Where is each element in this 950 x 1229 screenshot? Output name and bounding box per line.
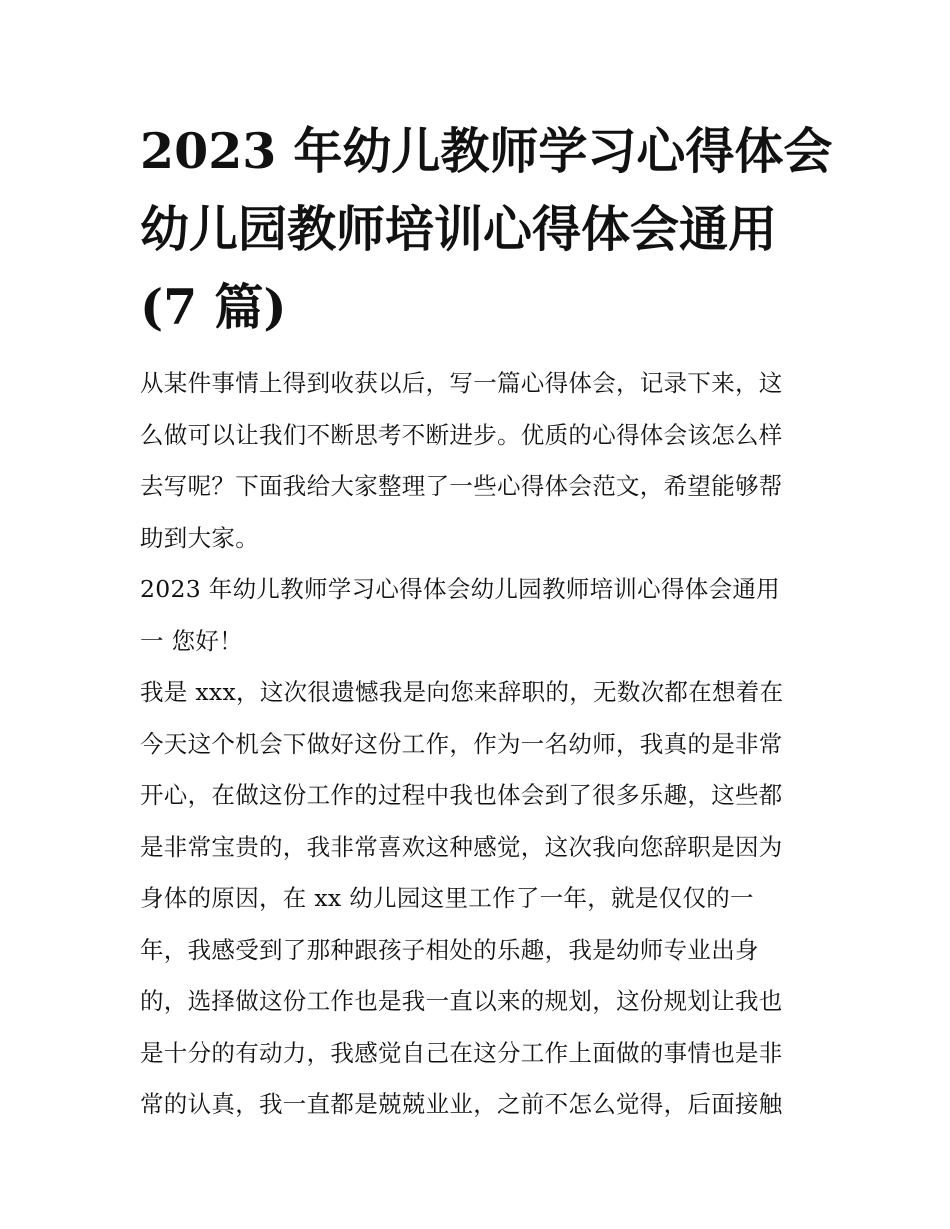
title-line: 2023 年幼儿教师学习心得体会 [140, 122, 833, 180]
body-line: 是十分的有动力，我感觉自己在这分工作上面做的事情也是非 [140, 1038, 783, 1067]
title-line: 幼儿园教师培训心得体会通用 [140, 200, 778, 258]
body-line: 去写呢？下面我给大家整理了一些心得体会范文，希望能够帮 [140, 472, 783, 500]
body-line: 今天这个机会下做好这份工作，作为一名幼师，我真的是非常 [140, 729, 783, 758]
body-line: 年，我感受到了那种跟孩子相处的乐趣，我是幼师专业出身 [140, 935, 759, 964]
body-line: 的，选择做这份工作也是我一直以来的规划，这份规划让我也 [140, 987, 783, 1015]
body-line: 身体的原因，在 xx 幼儿园这里工作了一年，就是仅仅的一 [140, 884, 754, 912]
body-line: 我是 xxx，这次很遗憾我是向您来辞职的，无数次都在想着在 [140, 678, 784, 706]
document-title [140, 112, 833, 346]
body-line: 是非常宝贵的，我非常喜欢这种感觉，这次我向您辞职是因为 [140, 832, 783, 861]
document-body [140, 358, 820, 1131]
section-heading-line: 一 您好！ [140, 626, 243, 655]
body-line: 么做可以让我们不断思考不断进步。优质的心得体会该怎么样 [140, 420, 783, 449]
section-heading-line: 2023 年幼儿教师学习心得体会幼儿园教师培训心得体会通用 [140, 575, 780, 603]
body-line: 开心，在做这份工作的过程中我也体会到了很多乐趣，这些都 [140, 781, 783, 809]
body-line: 常的认真，我一直都是兢兢业业，之前不怎么觉得，后面接触 [140, 1090, 783, 1118]
body-line: 助到大家。 [140, 523, 259, 552]
body-line: 从某件事情上得到收获以后，写一篇心得体会，记录下来，这 [140, 369, 783, 397]
title-line: (7 篇) [140, 278, 287, 336]
